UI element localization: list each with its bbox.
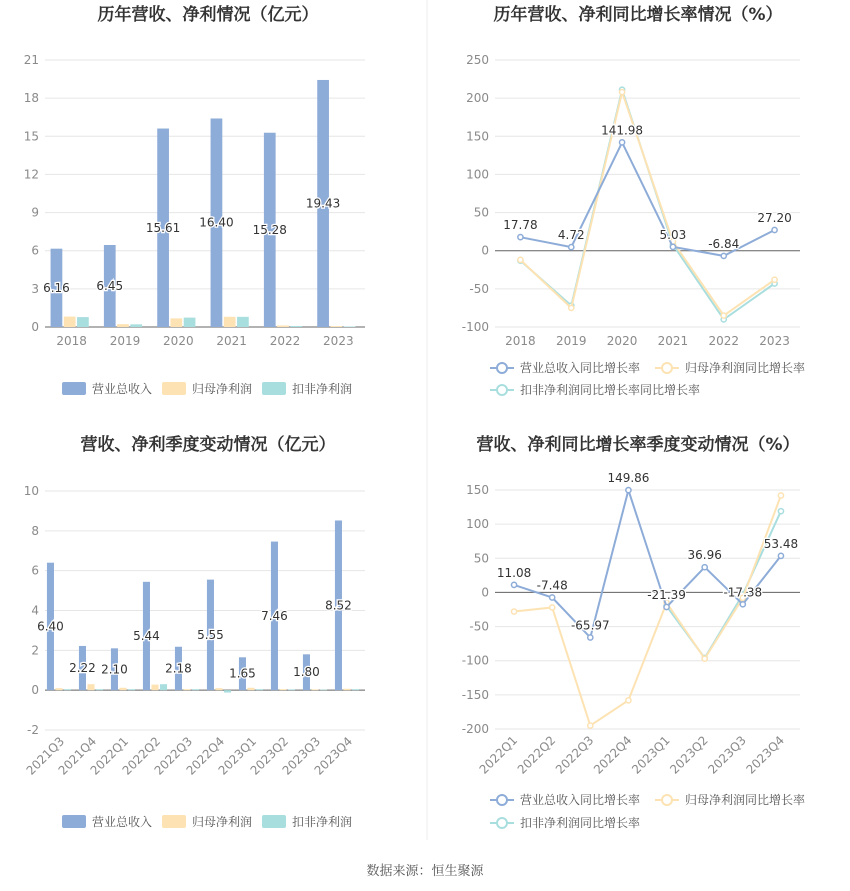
data-label: 36.96 [687, 548, 722, 563]
legend-marker [497, 795, 507, 805]
legend-label: 扣非净利润 [292, 815, 353, 829]
series-point [772, 227, 777, 232]
x-tick-label: 2023 [323, 334, 354, 348]
y-tick-label: -2 [27, 723, 39, 737]
legend-label: 归母净利润同比增长率 [685, 361, 806, 375]
bar-deducted-profit [237, 317, 249, 327]
data-label: 27.20 [757, 210, 792, 225]
data-label: -7.48 [536, 578, 568, 593]
legend-swatch [262, 815, 286, 828]
bar-parent-profit [247, 688, 254, 690]
legend-marker [662, 795, 672, 805]
series-point [550, 595, 555, 600]
data-label: 5.44 [133, 628, 160, 643]
y-tick-label: -150 [461, 687, 489, 702]
x-tick-label: 2021 [657, 334, 689, 348]
chart-4 [462, 434, 805, 830]
series-point [588, 635, 593, 640]
data-label: -6.84 [708, 236, 740, 251]
data-label: 16.40 [199, 215, 234, 230]
legend-label: 扣非净利润同比增长率 [520, 816, 641, 830]
chart-title: 营收、净利同比增长率季度变动情况（%） [476, 435, 800, 455]
bar-parent-profit [330, 326, 342, 327]
legend-swatch [162, 815, 186, 828]
x-tick-label: 2018 [505, 334, 536, 348]
series-point [626, 487, 631, 492]
data-label: -17.38 [723, 585, 763, 600]
legend-marker [662, 363, 672, 373]
x-tick-label: 2019 [555, 334, 587, 348]
legend-marker [497, 363, 507, 373]
bar-parent-profit [64, 317, 76, 327]
y-tick-label: 2 [31, 643, 39, 658]
y-tick-label: 50 [473, 551, 489, 566]
legend-swatch [62, 815, 86, 828]
y-tick-label: 0 [31, 683, 39, 698]
y-tick-label: 10 [23, 484, 39, 498]
series-point [626, 698, 631, 703]
bar-deducted-profit [224, 690, 231, 692]
y-tick-label: 9 [31, 205, 39, 220]
data-label: 7.46 [261, 608, 288, 623]
data-label: 19.43 [305, 196, 341, 211]
bar-deducted-profit [77, 317, 89, 327]
legend-marker [497, 385, 507, 395]
series-point [511, 582, 516, 587]
series-point [778, 553, 783, 558]
y-tick-label: -100 [461, 320, 489, 334]
source-footer: 数据来源：恒生聚源 [366, 864, 484, 879]
bar-parent-profit [117, 324, 129, 327]
x-tick-label: 2022Q3 [151, 734, 196, 778]
x-tick-label: 2022Q1 [87, 734, 132, 778]
x-tick-label: 2023 [759, 334, 790, 348]
series-point [588, 723, 593, 728]
series-point [702, 656, 707, 661]
y-tick-label: 50 [473, 205, 489, 220]
data-label: 2.18 [165, 661, 192, 676]
bar-parent-profit [215, 688, 222, 690]
bar-parent-profit [277, 325, 289, 327]
y-tick-label: -50 [469, 281, 489, 296]
data-label: 6.16 [43, 280, 70, 295]
chart-2 [462, 4, 805, 397]
data-label: 1.65 [229, 666, 256, 681]
x-tick-label: 2022 [708, 334, 740, 348]
y-tick-label: 4 [31, 603, 39, 618]
bar-parent-profit [311, 689, 318, 690]
chart-title: 历年营收、净利情况（亿元） [97, 5, 319, 25]
series-point [664, 604, 669, 609]
x-tick-label: 2023Q4 [743, 733, 788, 777]
y-tick-label: 6 [31, 243, 39, 258]
y-tick-label: 150 [466, 129, 489, 144]
series-point [778, 509, 783, 514]
series-point [511, 609, 516, 614]
bar-deducted-profit [288, 689, 295, 690]
y-tick-label: 200 [466, 91, 489, 106]
data-label: 53.48 [763, 536, 799, 551]
data-label: 6.45 [96, 278, 124, 293]
series-line-2 [520, 92, 774, 316]
series-point [569, 245, 574, 250]
bar-deducted-profit [352, 689, 359, 690]
data-label: 11.08 [496, 565, 532, 580]
legend-label: 归母净利润 [192, 815, 253, 829]
series-line-2 [514, 496, 781, 726]
bar-deducted-profit [64, 689, 71, 690]
legend-label: 归母净利润同比增长率 [685, 793, 806, 807]
y-tick-label: 0 [481, 243, 489, 258]
data-label: 2.22 [69, 661, 96, 676]
bar-deducted-profit [344, 326, 356, 327]
data-label: 15.61 [145, 220, 181, 235]
y-tick-label: 12 [23, 167, 39, 182]
legend-swatch [162, 382, 186, 395]
series-point [550, 605, 555, 610]
series-point [569, 305, 574, 310]
legend-label: 营业总收入同比增长率 [520, 361, 641, 375]
bar-parent-profit [170, 318, 182, 327]
chart-title: 营收、净利季度变动情况（亿元） [80, 435, 336, 455]
legend-swatch [62, 382, 86, 395]
data-label: -21.39 [647, 588, 686, 603]
legend-label: 扣非净利润 [292, 382, 353, 396]
x-tick-label: 2023Q2 [667, 733, 711, 777]
bar-parent-profit [151, 685, 158, 691]
bar-parent-profit [224, 317, 236, 327]
y-tick-label: -200 [461, 722, 489, 736]
data-label: 8.52 [325, 598, 352, 613]
data-label: 141.98 [601, 123, 644, 138]
y-tick-label: -50 [469, 619, 489, 634]
data-label: 5.55 [197, 627, 224, 642]
series-point [721, 253, 726, 258]
data-label: 149.86 [607, 471, 650, 486]
y-tick-label: 3 [31, 281, 39, 296]
legend-label: 归母净利润 [192, 382, 253, 396]
x-tick-label: 2023Q3 [705, 733, 749, 777]
x-tick-label: 2023Q3 [279, 734, 324, 778]
y-tick-label: 15 [23, 129, 39, 144]
x-tick-label: 2023Q4 [311, 734, 356, 778]
series-point [778, 493, 783, 498]
data-label: 17.78 [503, 218, 538, 233]
bar-deducted-profit [192, 689, 199, 690]
bar-deducted-profit [128, 689, 135, 690]
bar-deducted-profit [320, 690, 327, 691]
data-label: -65.97 [570, 618, 610, 633]
bar-deducted-profit [130, 324, 142, 327]
x-tick-label: 2021Q3 [23, 734, 68, 778]
series-line-3 [520, 90, 774, 320]
y-tick-label: 100 [466, 167, 489, 182]
y-tick-label: 250 [466, 53, 489, 67]
y-tick-label: 100 [466, 517, 489, 532]
bar-parent-profit [119, 688, 126, 690]
y-tick-label: 0 [31, 320, 39, 334]
x-tick-label: 2021Q4 [55, 734, 100, 778]
data-label: 2.10 [101, 662, 128, 677]
x-tick-label: 2022Q2 [119, 734, 164, 778]
series-point [670, 244, 675, 249]
data-label: 6.40 [37, 619, 64, 634]
x-tick-label: 2020 [163, 334, 194, 348]
x-tick-label: 2022Q4 [590, 733, 635, 777]
data-label: 15.28 [252, 222, 287, 237]
legend-label: 营业总收入 [92, 382, 153, 396]
x-tick-label: 2023Q1 [215, 734, 260, 778]
legend-swatch [262, 382, 286, 395]
series-point [518, 235, 523, 240]
y-tick-label: 21 [23, 53, 39, 67]
data-label: 1.80 [293, 665, 320, 680]
legend-label: 营业总收入 [92, 815, 153, 829]
x-tick-label: 2022 [269, 334, 301, 348]
x-tick-label: 2022Q3 [552, 733, 597, 777]
y-tick-label: 0 [481, 585, 489, 600]
series-point [740, 602, 745, 607]
data-label: 5.03 [659, 227, 687, 242]
x-tick-label: 2022Q4 [183, 734, 228, 778]
data-label: 4.72 [557, 228, 585, 243]
x-tick-label: 2023Q1 [629, 733, 673, 777]
x-tick-label: 2023Q2 [247, 734, 292, 778]
x-tick-label: 2022Q2 [514, 733, 559, 777]
bar-deducted-profit [96, 689, 103, 690]
legend-label: 营业总收入同比增长率 [520, 793, 641, 807]
chart-title: 历年营收、净利同比增长率情况（%） [493, 5, 783, 25]
bar-deducted-profit [256, 689, 263, 690]
series-point [619, 140, 624, 145]
y-tick-label: 150 [466, 483, 489, 497]
series-point [772, 277, 777, 282]
y-tick-label: 8 [31, 523, 39, 538]
series-point [518, 257, 523, 262]
y-tick-label: 18 [23, 91, 39, 106]
chart-3 [24, 434, 365, 829]
legend-label: 扣非净利润同比增长率同比增长率 [520, 383, 701, 397]
bar-deducted-profit [184, 318, 196, 327]
x-tick-label: 2018 [56, 334, 87, 348]
x-tick-label: 2019 [109, 334, 141, 348]
series-point [702, 565, 707, 570]
series-point [619, 89, 624, 94]
bar-deducted-profit [290, 326, 302, 327]
x-tick-label: 2021 [216, 334, 247, 348]
bar-parent-profit [279, 689, 286, 690]
bar-parent-profit [183, 689, 190, 690]
y-tick-label: 6 [31, 563, 39, 578]
chart-1 [24, 4, 365, 396]
series-point [721, 313, 726, 318]
bar-parent-profit [343, 689, 350, 690]
legend-marker [497, 818, 507, 828]
y-tick-label: -100 [461, 653, 489, 668]
bar-parent-profit [55, 688, 62, 690]
bar-deducted-profit [160, 684, 167, 690]
bar-parent-profit [87, 684, 94, 690]
x-tick-label: 2020 [606, 334, 638, 348]
x-tick-label: 2022Q1 [476, 733, 521, 777]
